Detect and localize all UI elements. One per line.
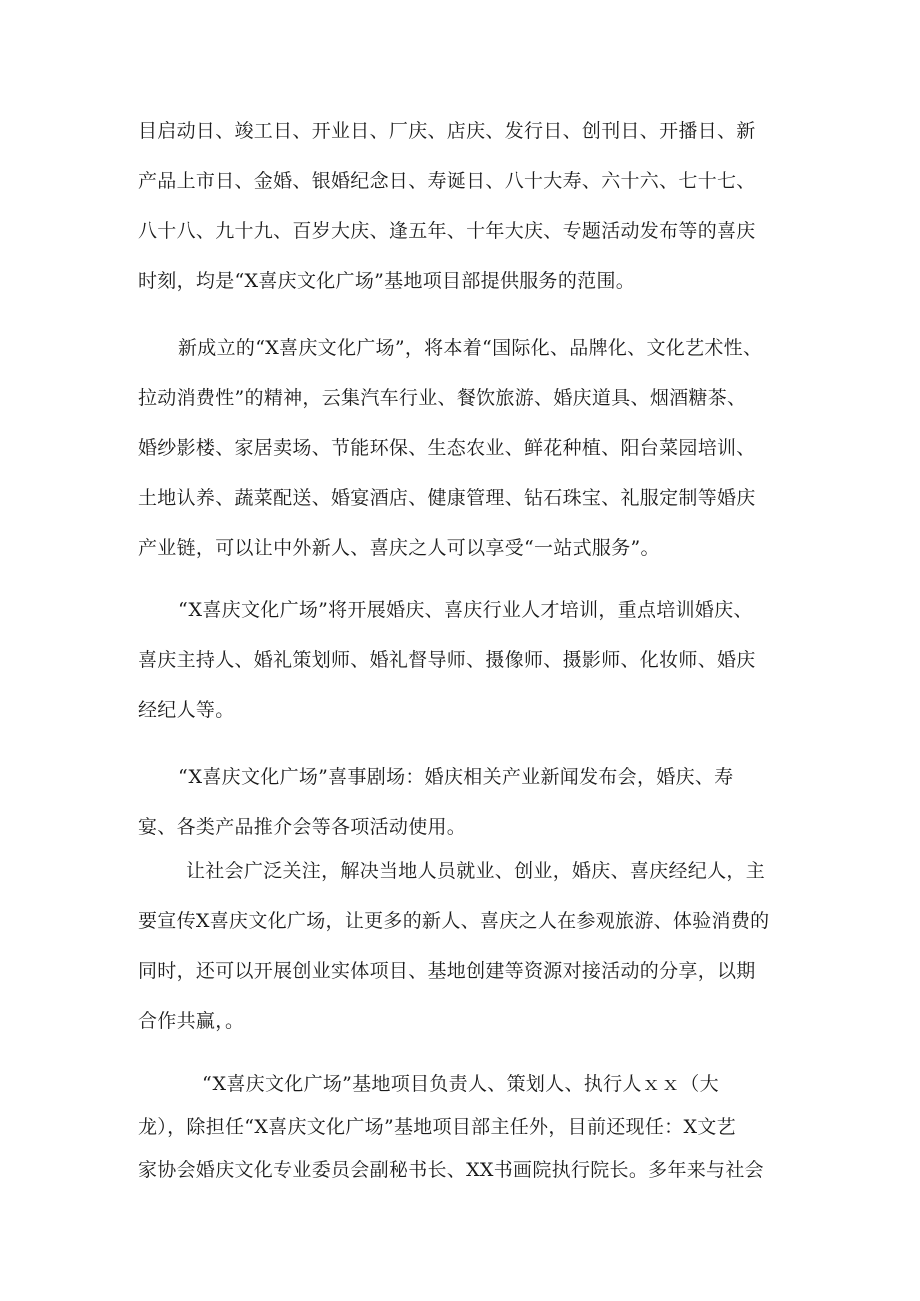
- paragraph-line: 龙），除担任“X喜庆文化广场”基地项目部主任外，目前还现任：X文艺: [138, 1116, 736, 1138]
- paragraph-line: 让社会广泛关注，解决当地人员就业、创业，婚庆、喜庆经纪人，主: [186, 860, 766, 882]
- paragraph-line: 产业链，可以让中外新人、喜庆之人可以享受“一站式服务”。: [138, 537, 660, 559]
- paragraph-line: 同时，还可以开展创业实体项目、基地创建等资源对接活动的分享，以期: [138, 960, 756, 982]
- paragraph-line: 八十八、九十九、百岁大庆、逢五年、十年大庆、专题活动发布等的喜庆: [138, 220, 756, 242]
- paragraph-line: 喜庆主持人、婚礼策划师、婚礼督导师、摄像师、摄影师、化妆师、婚庆: [138, 649, 756, 671]
- paragraph-line: 目启动日、竣工日、开业日、厂庆、店庆、发行日、创刊日、开播日、新: [138, 120, 756, 142]
- paragraph-line: “X喜庆文化广场”基地项目负责人、策划人、执行人ｘｘ（大: [202, 1073, 719, 1095]
- paragraph-line: “X喜庆文化广场”将开展婚庆、喜庆行业人才培训，重点培训婚庆、: [178, 599, 753, 621]
- paragraph-line: 土地认养、蔬菜配送、婚宴酒店、健康管理、钻石珠宝、礼服定制等婚庆: [138, 487, 756, 509]
- paragraph-line: 宴、各类产品推介会等各项活动使用。: [138, 816, 467, 838]
- paragraph-line: “X喜庆文化广场”喜事剧场：婚庆相关产业新闻发布会，婚庆、寿: [178, 766, 734, 788]
- paragraph-line: 拉动消费性”的精神，云集汽车行业、餐饮旅游、婚庆道具、烟酒糖茶、: [138, 387, 747, 409]
- paragraph-line: 婚纱影楼、家居卖场、节能环保、生态农业、鲜花种植、阳台菜园培训、: [138, 437, 756, 459]
- paragraph-line: 产品上市日、金婚、银婚纪念日、寿诞日、八十大寿、六十六、七十七、: [138, 170, 756, 192]
- paragraph-line: 时刻，均是“X喜庆文化广场”基地项目部提供服务的范围。: [138, 270, 636, 292]
- paragraph-line: 经纪人等。: [138, 699, 235, 721]
- paragraph-line: 家协会婚庆文化专业委员会副秘书长、XX书画院执行院长。多年来与社会: [138, 1159, 764, 1181]
- paragraph-line: 要宣传X喜庆文化广场，让更多的新人、喜庆之人在参观旅游、体验消费的: [138, 910, 770, 932]
- paragraph-line: 新成立的“X喜庆文化广场”，将本着“国际化、品牌化、文化艺术性、: [178, 337, 763, 359]
- paragraph-line: 合作共赢，。: [138, 1010, 245, 1032]
